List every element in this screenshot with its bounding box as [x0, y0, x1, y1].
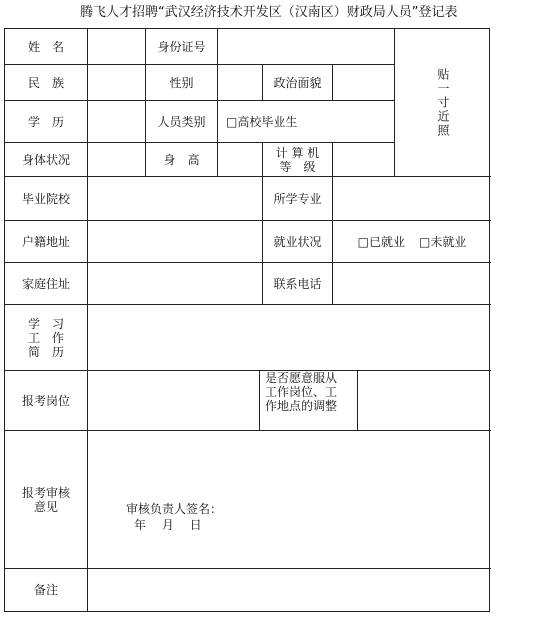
computer-level-line2: 等 级 — [279, 159, 316, 174]
label-home-address: 家庭住址 — [5, 263, 88, 305]
input-remark[interactable] — [88, 569, 491, 611]
input-height[interactable] — [218, 143, 263, 177]
personnel-type-checkbox[interactable]: □高校毕业生 — [218, 101, 395, 143]
label-adjust — [260, 371, 358, 431]
label-health: 身体状况 — [5, 143, 88, 177]
input-position[interactable] — [88, 371, 260, 431]
photo-box — [395, 29, 491, 177]
employment-unemployed-checkbox[interactable]: □未就业 — [419, 234, 467, 249]
photo-label: 贴一寸近照 — [436, 67, 450, 138]
label-name: 姓 名 — [5, 29, 88, 65]
resume-line3: 简 历 — [27, 344, 64, 359]
label-computer-level — [263, 143, 333, 177]
label-height: 身 高 — [146, 143, 218, 177]
input-id-number[interactable] — [218, 29, 395, 65]
label-remark: 备注 — [5, 569, 88, 611]
input-household-address[interactable] — [88, 221, 263, 263]
input-gender[interactable] — [218, 65, 263, 101]
input-name[interactable] — [88, 29, 146, 65]
label-household-address: 户籍地址 — [5, 221, 88, 263]
input-major[interactable] — [333, 177, 491, 221]
label-phone: 联系电话 — [263, 263, 333, 305]
input-computer-level[interactable] — [333, 143, 395, 177]
review-area[interactable] — [88, 431, 491, 569]
input-school[interactable] — [88, 177, 263, 221]
label-employment-status: 就业状况 — [263, 221, 333, 263]
employment-employed-checkbox[interactable]: □已就业 — [357, 234, 405, 249]
input-political-status[interactable] — [333, 65, 395, 101]
input-resume[interactable] — [88, 305, 491, 371]
review-line2: 意见 — [33, 499, 58, 514]
input-health[interactable] — [88, 143, 146, 177]
registration-form — [4, 28, 490, 612]
input-adjust[interactable] — [358, 371, 491, 431]
label-major: 所学专业 — [263, 177, 333, 221]
label-gender: 性别 — [146, 65, 218, 101]
review-signature-block — [126, 501, 222, 533]
label-review — [5, 431, 88, 569]
label-education: 学 历 — [5, 101, 88, 143]
form-title: 腾飞人才招聘“武汉经济技术开发区（汉南区）财政局人员”登记表 — [80, 5, 458, 20]
label-resume — [5, 305, 88, 371]
adjust-line3: 作地点的调整 — [265, 399, 338, 413]
resume-line1: 学 习 — [27, 316, 64, 331]
label-political-status: 政治面貌 — [263, 65, 333, 101]
resume-line2: 工 作 — [27, 330, 64, 345]
label-school: 毕业院校 — [5, 177, 88, 221]
adjust-line2: 工作岗位、工 — [265, 385, 338, 399]
reviewer-sign-label: 审核负责人签名： — [126, 502, 223, 516]
input-phone[interactable] — [333, 263, 491, 305]
review-line1: 报考审核 — [21, 485, 70, 500]
label-id-number: 身份证号 — [146, 29, 218, 65]
computer-level-line1: 计 算 机 — [275, 145, 320, 160]
employment-status-options — [333, 221, 491, 263]
input-ethnicity[interactable] — [88, 65, 146, 101]
input-education[interactable] — [88, 101, 146, 143]
adjust-line1: 是否愿意服从 — [265, 371, 338, 385]
label-ethnicity: 民 族 — [5, 65, 88, 101]
label-personnel-type: 人员类别 — [146, 101, 218, 143]
label-position: 报考岗位 — [5, 371, 88, 431]
input-home-address[interactable] — [88, 263, 263, 305]
review-date: 年 月 日 — [134, 518, 202, 532]
